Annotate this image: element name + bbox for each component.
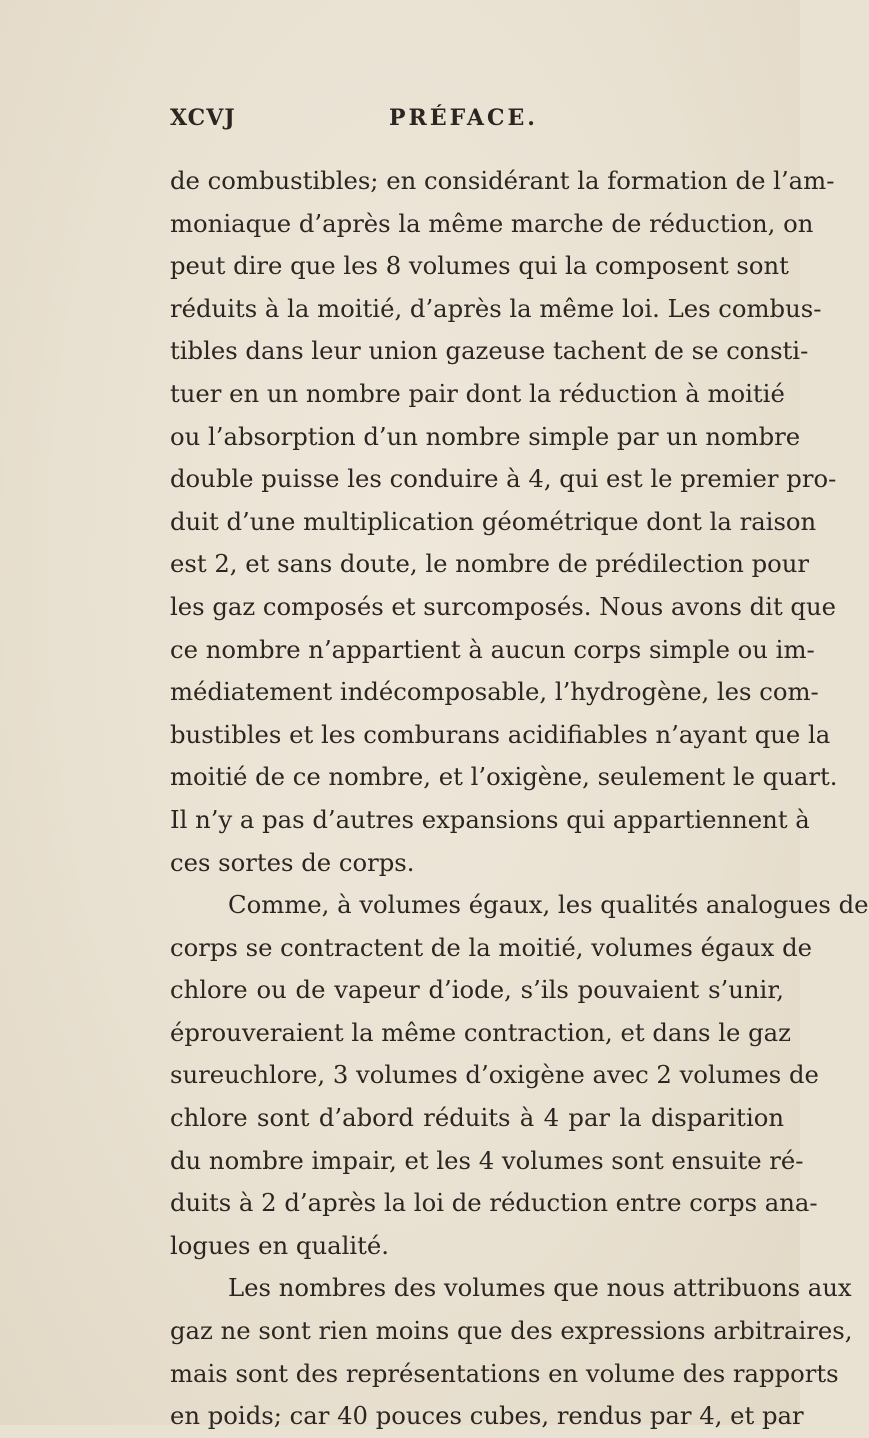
text-line: gaz ne sont rien moins que des expressions arbitraires, [170,1316,853,1346]
text-line: ou l’absorption d’un nombre simple par un nombre [170,421,801,451]
text-line: du nombre impair, et les 4 volumes sont ensuite ré- [170,1145,804,1175]
text-line: ces sortes de corps. [170,847,415,877]
paragraph-start-line: Comme, à volumes égaux, les qualités analogues de [228,890,869,920]
text-line: tuer en un nombre pair dont la réduction à moitié [170,378,785,408]
text-line: corps se contractent de la moitié, volumes égaux de [170,932,813,962]
body-text [170,160,869,1438]
text-line: double puisse les conduire à 4, qui est le premier pro- [170,464,837,494]
text-line: duit d’une multiplication géométrique dont la raison [170,506,817,536]
text-line: moniaque d’après la même marche de réduction, on [170,208,814,238]
text-line: réduits à la moitié, d’après la même loi. Les combus- [170,293,822,323]
text-line: moitié de ce nombre, et l’oxigène, seulement le quart. [170,762,838,792]
text-line: chlore ou de vapeur d’iode, s’ils pouvaient s’unir, [170,975,784,1005]
text-line: tibles dans leur union gazeuse tachent de se consti- [170,336,809,366]
text-line: éprouveraient la même contraction, et dans le gaz [170,1017,791,1047]
text-line: Il n’y a pas d’autres expansions qui appartiennent à [170,804,810,834]
text-line: mais sont des représentations en volume des rapports [170,1358,839,1388]
text-line: les gaz composés et surcomposés. Nous avons dit que [170,591,837,621]
text-line: chlore sont d’abord réduits à 4 par la disparition [170,1103,784,1133]
text-line: peut dire que les 8 volumes qui la composent sont [170,251,789,281]
text-line: de combustibles; en considérant la formation de l’am- [170,166,835,195]
text-line: médiatement indécomposable, l’hydrogène, les com- [170,677,819,707]
running-title: PRÉFACE. [389,105,538,131]
text-line: est 2, et sans doute, le nombre de prédilection pour [170,549,810,579]
text-line: logues en qualité. [170,1230,390,1260]
paragraph-start-line: Les nombres des volumes que nous attribuons aux [228,1273,852,1303]
page-header [170,105,690,145]
text-line: ce nombre n’appartient à aucun corps simple ou im- [170,634,815,664]
page-number: XCVJ [170,105,236,131]
text-line: duits à 2 d’après la loi de réduction entre corps ana- [170,1188,818,1218]
text-line: sureuchlore, 3 volumes d’oxigène avec 2 volumes de [170,1060,819,1090]
text-line: en poids; car 40 pouces cubes, rendus par 4, et par [170,1401,804,1431]
text-line: bustibles et les comburans acidifiables n’ayant que la [170,719,831,749]
